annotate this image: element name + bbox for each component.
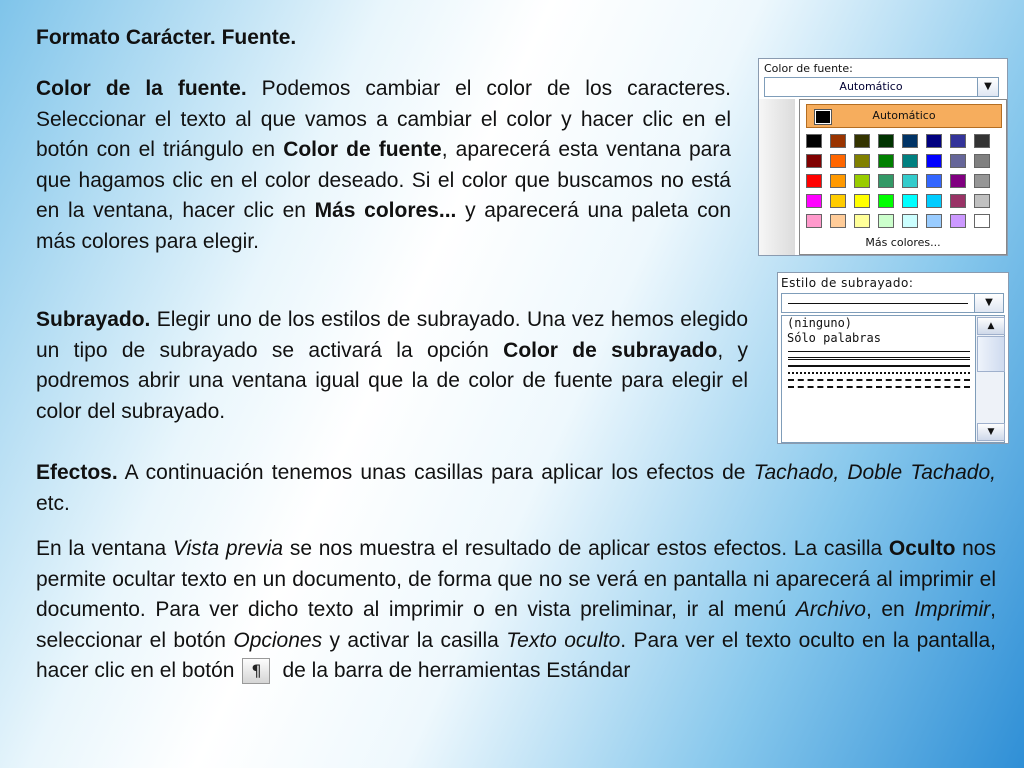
show-formatting-button[interactable]: ¶ [242,658,270,684]
color-swatch[interactable] [806,214,822,228]
list-scrollbar[interactable] [975,315,1005,443]
color-swatch[interactable] [806,154,822,168]
print-term: Imprimir [914,598,991,621]
hidden-text-term: Texto oculto [506,628,621,652]
effects-text-1: A continuación tenemos unas casillas para aplicar los efectos de [117,461,754,484]
color-swatch[interactable] [806,174,822,188]
chevron-down-icon[interactable]: ▼ [977,77,999,97]
effects-text-2: etc. [36,491,70,515]
color-swatch[interactable] [854,154,870,168]
automatic-swatch [815,110,831,124]
underline-paragraph [36,305,748,427]
font-color-label: Color de fuente: [764,62,853,75]
font-color-panel [758,58,1008,256]
underline-single[interactable] [788,351,970,352]
font-color-text-3: y aparecerá una paleta con más colores para elegir. [36,199,731,253]
color-swatch[interactable] [854,174,870,188]
color-swatch[interactable] [926,194,942,208]
options-term: Opciones [233,628,323,652]
preview-text-4: , en [865,598,915,621]
list-item-words-only[interactable]: Sólo palabras [787,331,881,345]
underline-text-1: Elegir uno de los estilos de subrayado. Una vez hemos elegido un tipo de subrayado se activará la opción [36,308,748,362]
preview-paragraph [36,534,996,687]
preview-text-2: se nos muestra el resultado de aplicar estos efectos. La casilla [283,537,889,560]
preview-text-6: y activar la casilla [322,628,507,652]
preview-text-5: , seleccionar el botón [36,598,996,652]
file-menu-term: Archivo [795,598,866,621]
preview-text-7: . Para ver el texto oculto en la pantalla, hacer clic en el botón [36,628,996,682]
underline-style-combo[interactable] [781,293,975,313]
color-swatch[interactable] [974,174,990,188]
color-swatch[interactable] [974,194,990,208]
effects-heading: Efectos. [36,461,118,484]
underline-text-2: , y podremos abrir una ventana igual que la de color de fuente para elegir el color del subrayado. [36,338,748,423]
preview-text-3: nos permite ocultar texto en un documento, de forma que no se verá en pantalla ni aparecerá al imprimir el documento. Para ver dicho texto al imprimir o en vista preliminar, ir al menú [36,537,996,621]
color-swatch[interactable] [830,174,846,188]
color-swatch[interactable] [806,194,822,208]
color-swatch[interactable] [926,154,942,168]
chevron-down-icon[interactable]: ▼ [977,423,1005,441]
font-color-term: Color de fuente [283,138,442,161]
color-swatch[interactable] [830,194,846,208]
color-swatch[interactable] [830,214,846,228]
underline-heading: Subrayado. [36,308,151,331]
color-swatch[interactable] [854,134,870,148]
chevron-up-icon[interactable]: ▲ [977,317,1005,335]
scroll-thumb[interactable] [977,336,1005,372]
color-swatch[interactable] [950,134,966,148]
color-swatch[interactable] [878,134,894,148]
color-swatch[interactable] [878,194,894,208]
automatic-color-option[interactable] [806,104,1002,128]
list-item-none[interactable]: (ninguno) [787,316,853,330]
solid-line-preview [788,303,968,304]
color-swatch[interactable] [878,154,894,168]
effects-paragraph [36,458,996,519]
color-swatch-grid [806,134,988,228]
font-color-combo[interactable]: Automático [764,77,978,97]
color-swatch[interactable] [902,194,918,208]
underline-style-list [781,315,977,443]
automatic-label: Automático [872,109,936,122]
color-swatch[interactable] [902,154,918,168]
underline-dashed[interactable] [788,379,970,381]
preview-term: Vista previa [172,537,284,560]
underline-thick[interactable] [788,365,970,367]
underline-dotted[interactable] [788,372,970,374]
preview-text-1: En la ventana [36,537,173,560]
color-swatch[interactable] [830,134,846,148]
underline-style-label: Estilo de subrayado: [781,276,914,290]
dialog-background [759,99,795,255]
color-swatch[interactable] [950,154,966,168]
color-swatch[interactable] [902,214,918,228]
underline-double[interactable] [788,357,970,360]
color-swatch[interactable] [950,194,966,208]
preview-text-8: de la barra de herramientas Estándar [282,659,631,682]
color-swatch[interactable] [974,214,990,228]
font-color-text-2: , aparecerá esta ventana para que hagamos clic en el color deseado. Si el color que buscamos no está en la ventana, hacer clic en [36,138,731,222]
color-swatch[interactable] [902,134,918,148]
more-colors-button[interactable]: Más colores... [865,236,941,249]
color-swatch[interactable] [926,174,942,188]
page-title: Formato Carácter. Fuente. [36,26,297,49]
chevron-down-icon[interactable]: ▼ [974,293,1004,313]
color-swatch[interactable] [902,174,918,188]
color-swatch[interactable] [830,154,846,168]
color-swatch[interactable] [854,194,870,208]
font-color-text-1: Podemos cambiar el color de los caracteres. Seleccionar el texto al que vamos a cambiar el color y hacer clic en el botón con el triángulo en [36,77,732,161]
color-swatch[interactable] [926,134,942,148]
color-swatch[interactable] [950,214,966,228]
more-colors-term: Más colores... [314,199,457,222]
color-swatch[interactable] [878,214,894,228]
color-dropdown [799,99,1007,255]
color-swatch[interactable] [806,134,822,148]
color-swatch[interactable] [878,174,894,188]
color-swatch[interactable] [950,174,966,188]
color-swatch[interactable] [974,154,990,168]
font-color-heading: Color de la fuente. [36,77,247,100]
color-swatch[interactable] [854,214,870,228]
font-color-paragraph [36,74,731,257]
color-swatch[interactable] [926,214,942,228]
underline-style-panel [777,272,1009,444]
underline-color-term: Color de subrayado [503,338,718,362]
color-swatch[interactable] [974,134,990,148]
effects-examples: Tachado, Doble Tachado, [753,461,996,484]
hidden-term: Oculto [888,537,956,560]
underline-long-dash[interactable] [788,386,970,388]
